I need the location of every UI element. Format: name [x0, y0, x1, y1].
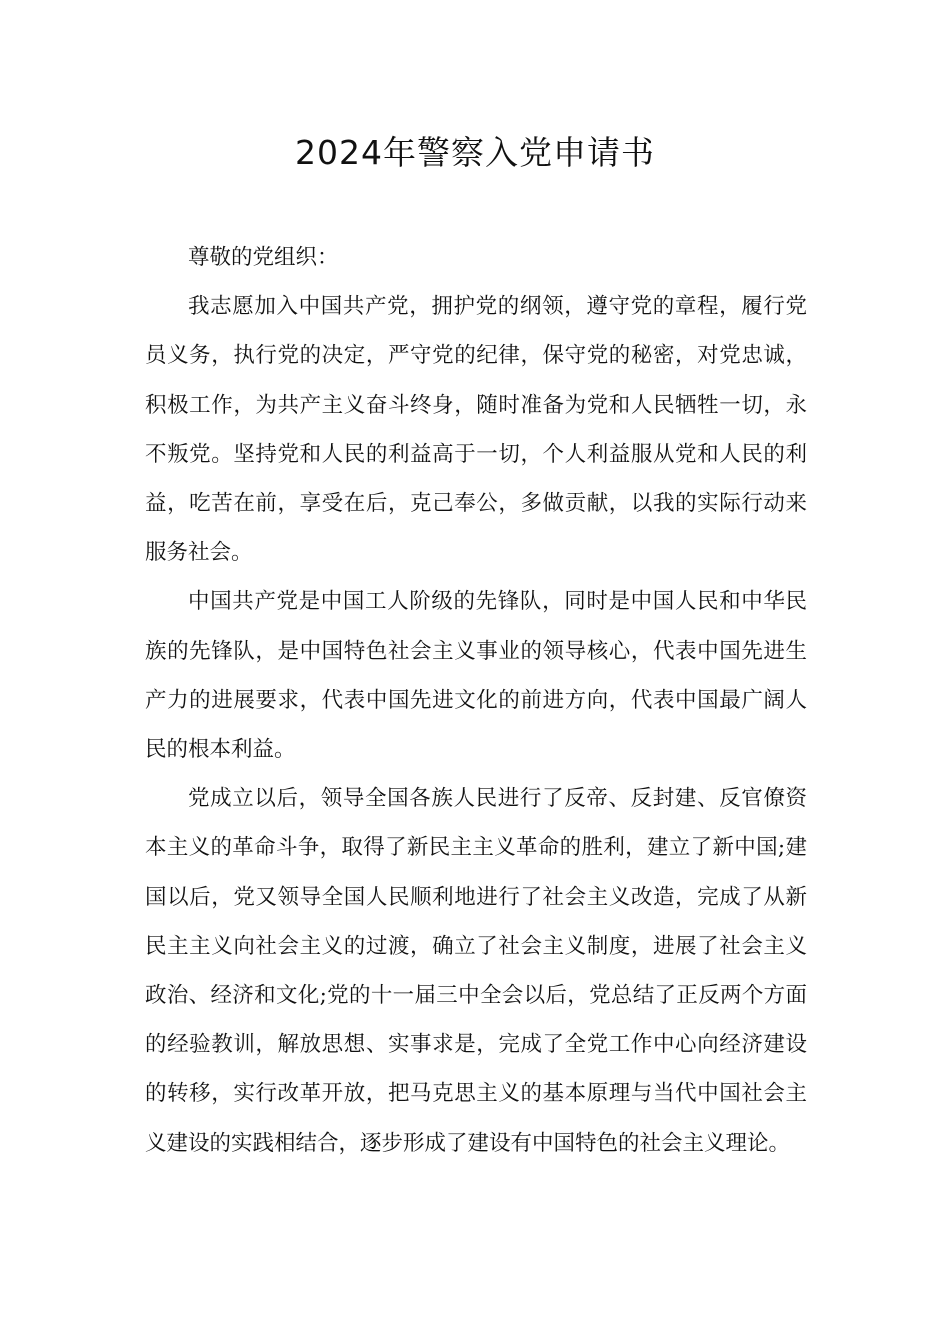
- paragraph-2: 中国共产党是中国工人阶级的先锋队，同时是中国人民和中华民族的先锋队，是中国特色社会主义事业的领导核心，代表中国先进生产力的进展要求，代表中国先进文化的前进方向，代表中国最广阔人民的根本利益。: [145, 589, 807, 763]
- salutation: 尊敬的党组织：: [188, 245, 339, 270]
- paragraph-1: 我志愿加入中国共产党，拥护党的纲领，遵守党的章程，履行党员义务，执行党的决定，严守党的纪律，保守党的秘密，对党忠诚，积极工作，为共产主义奋斗终身，随时准备为党和人民牺牲一切，永不叛党。坚持党和人民的利益高于一切，个人利益服从党和人民的利益，吃苦在前，享受在后，克己奉公，多做贡献，以我的实际行动来服务社会。: [145, 294, 807, 566]
- document-title: 2024年警察入党申请书: [295, 133, 655, 172]
- document-body: [145, 233, 807, 1168]
- paragraph-3: 党成立以后，领导全国各族人民进行了反帝、反封建、反官僚资本主义的革命斗争，取得了新民主主义革命的胜利，建立了新中国;建国以后，党又领导全国人民顺利地进行了社会主义改造，完成了从新民主主义向社会主义的过渡，确立了社会主义制度，进展了社会主义政治、经济和文化;党的十一届三中全会以后，党总结了正反两个方面的经验教训，解放思想、实事求是，完成了全党工作中心向经济建设的转移，实行改革开放，把马克思主义的基本原理与当代中国社会主义建设的实践相结合，逐步形成了建设有中国特色的社会主义理论。: [145, 786, 807, 1156]
